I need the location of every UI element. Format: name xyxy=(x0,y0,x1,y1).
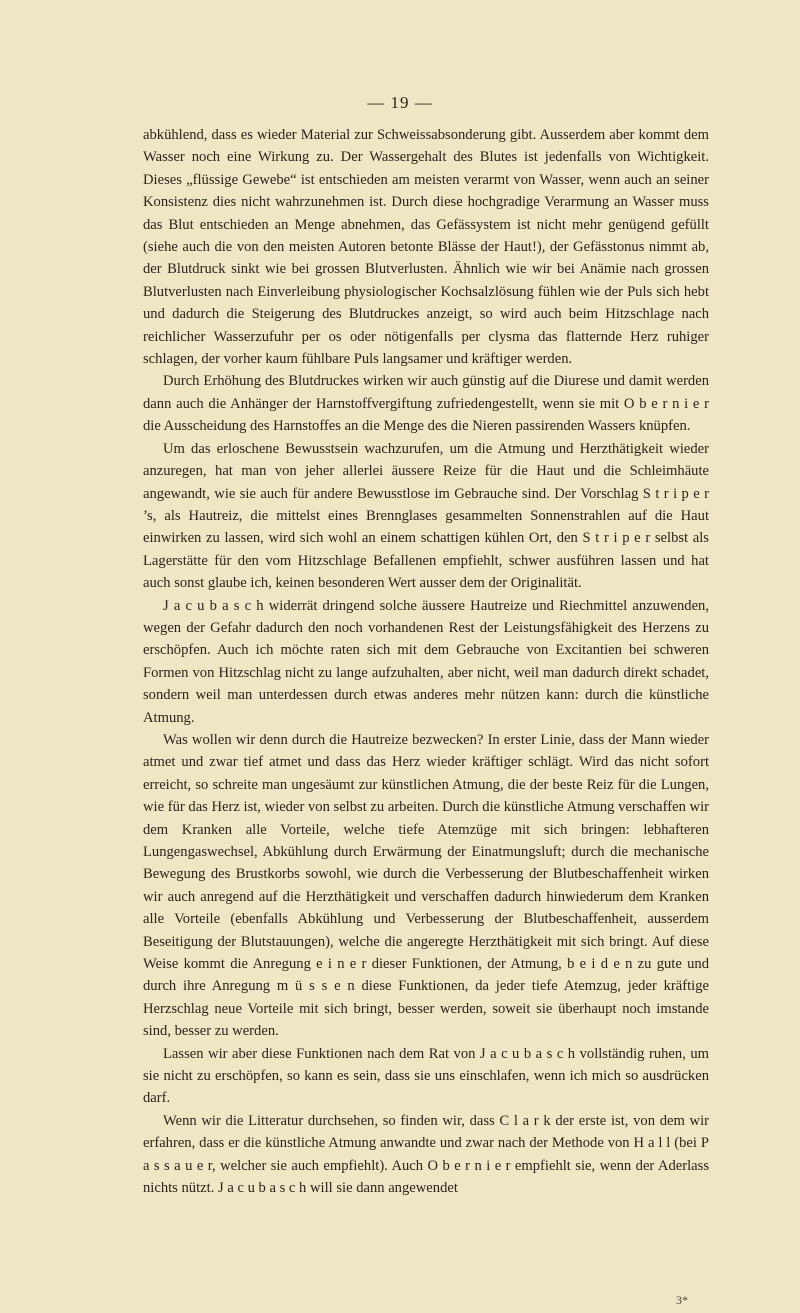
paragraph-5: Was wollen wir denn durch die Hautreize bezwecken? In erster Linie, dass der Mann wieder atmet und zwar tief atmet und dass das Herz wieder kräftiger schlägt. Wird das nicht sofort erreicht, so schreite man ungesäumt zur künstlichen Atmung, die der beste Reiz für die Lungen, wie für das Herz ist, wieder von selbst zu arbeiten. Durch die künstliche Atmung verschaffen wir dem Kranken alle Vorteile, welche tiefe Atemzüge mit sich bringen: lebhafteren Lungengaswechsel, Abkühlung durch Erwärmung der Einatmungsluft; durch die mechanische Bewegung des Brustkorbs sowohl, wie durch die Verbesserung der Blutbeschaffenheit wirken wir auch anregend auf die Herzthätigkeit und verschaffen dadurch hinwiederum dem Kranken alle Vorteile (ebenfalls Abkühlung und Verbesserung der Blutbeschaffenheit, ausserdem Beseitigung der Blutstauungen), welche die angeregte Herzthätigkeit mit sich bringt. Auf diese Weise kommt die Anregung e i n e r dieser Funktionen, der Atmung, b e i d e n zu gute und durch ihre Anregung m ü s s e n diese Funktionen, da jeder tiefe Atemzug, jeder kräftige Herzschlag neue Vorteile mit sich bringt, besser werden, soweit sie überhaupt noch imstande sind, besser zu werden. xyxy=(143,731,709,1040)
paragraph-1: abkühlend, dass es wieder Material zur Schweissabsonderung gibt. Ausserdem aber kommt dem Wasser noch eine Wirkung zu. Der Wassergehalt des Blutes ist jedenfalls von Wichtigkeit. Dieses „flüssige Gewebe“ ist entschieden am meisten verarmt von Wasser, wenn auch an seiner Konsistenz dies nicht wahrzunehmen ist. Durch diese hochgradige Verarmung an Wasser muss das Blut entschieden an Menge abnehmen, das Gefässystem ist nicht mehr genügend gefüllt (siehe auch die von den meisten Autoren betonte Blässe der Haut!), der Gefässtonus nimmt ab, der Blutdruck sinkt wie bei grossen Blutverlusten. Ähnlich wie wir bei Anämie nach grossen Blutverlusten nach Einverleibung physiologischer Kochsalzlösung fühlen wie der Puls sich hebt und dadurch die Steigerung des Blutdruckes anzeigt, so wird auch beim Hitzschlage nach reichlicher Wasserzufuhr per os oder nötigenfalls per clysma das flatternde Herz ruhiger schlagen, der vorher kaum fühlbare Puls langsamer und kräftiger werden. xyxy=(143,127,709,368)
signature-mark: 3* xyxy=(676,1293,688,1307)
paragraph-3: Um das erloschene Bewusstsein wachzurufen, um die Atmung und Herzthätigkeit wieder anzuregen, hat man von jeher allerlei äussere Reize für die Haut und die Schleimhäute angewandt, wie sie auch für andere Bewusstlose im Gebrauche sind. Der Vorschlag S t r i p e r ’s, als Hautreiz, die mittelst eines Brennglases gesammelten Sonnenstrahlen auf die Haut einwirken zu lassen, wird sich wohl an einem schattigen kühlen Ort, den S t r i p e r selbst als Lagerstätte für den vom Hitzschlage Befallenen empfiehlt, schwer ausführen lassen und hat auch sonst glaube ich, keinen besonderen Wert ausser dem der Originalität. xyxy=(143,440,709,592)
paragraph-4: J a c u b a s c h widerrät dringend solche äussere Hautreize und Riechmittel anzuwenden, wegen der Gefahr dadurch den noch vorhandenen Rest der Leistungsfähigkeit des Herzens zu erschöpfen. Auch ich möchte raten sich mit dem Gebrauche von Excitantien bei schweren Formen von Hitzschlag nicht zu lange aufzuhalten, aber nicht, weil man dadurch direkt schadet, sondern weil man unterdessen durch etwas anderes mehr nützen kann: durch die künstliche Atmung. xyxy=(143,597,709,726)
body-text xyxy=(143,124,709,1200)
page-number: — 19 — xyxy=(367,93,433,112)
paragraph-7: Wenn wir die Litteratur durchsehen, so finden wir, dass C l a r k der erste ist, von dem wir erfahren, dass er die künstliche Atmung anwandte und zwar nach der Methode von H a l l (bei P a s s a u e r, welcher sie auch empfiehlt). Auch O b e r n i e r empfiehlt sie, wenn der Aderlass nichts nützt. J a c u b a s c h will sie dann angewendet xyxy=(143,1112,709,1197)
paragraph-2: Durch Erhöhung des Blutdruckes wirken wir auch günstig auf die Diurese und damit werden dann auch die Anhänger der Harnstoffvergiftung zufriedengestellt, wenn sie mit O b e r n i e r die Ausscheidung des Harnstoffes an die Menge des die Nieren passirenden Wassers knüpfen. xyxy=(143,373,709,435)
paragraph-6: Lassen wir aber diese Funktionen nach dem Rat von J a c u b a s c h vollständig ruhen, um sie nicht zu erschöpfen, so kann es sein, dass sie uns einschlafen, wenn ich mich so ausdrücken darf. xyxy=(143,1045,709,1107)
